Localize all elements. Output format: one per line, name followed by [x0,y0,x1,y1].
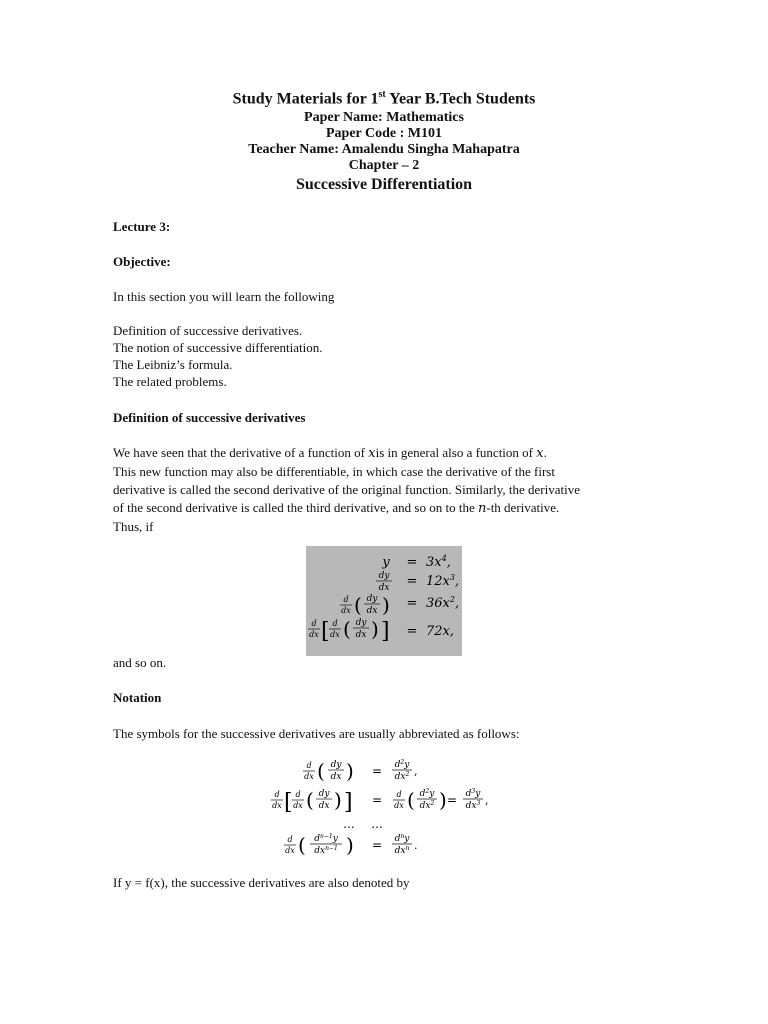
definition-heading: Definition of successive derivatives [113,410,306,425]
svg-text:(: ( [306,788,314,812]
svg-text:12x3,: $12x^3$, [426,573,460,589]
svg-text:.: . [414,839,418,852]
svg-text:dny: $d^ny$ [394,833,410,844]
svg-text:): ) [346,759,354,783]
svg-text:3x4,: $3x^4$, [426,554,451,570]
svg-text:dx: dx [394,801,404,810]
svg-text:dy: dy [378,571,390,581]
svg-text:dx: dx [341,606,351,615]
list-item: The Leibniz’s formula. [113,357,233,372]
chapter-label: Chapter – 2 [348,158,420,174]
svg-text:dy: dy [366,594,378,604]
svg-text:dxn−1: $dx^{n-1}$ [314,845,338,856]
paper-name: Paper Name: Mathematics [304,110,464,126]
svg-text:): ) [382,593,390,617]
notation-paragraph: The symbols for the successive derivatives are usually abbreviated as follows: [113,726,520,741]
svg-text:=: = [371,793,383,807]
svg-text:dx3: $dx^3$ [465,800,481,811]
svg-text:dx: dx [318,801,330,811]
svg-text:dx: dx [330,772,342,782]
chapter-subject: Successive Differentiation [295,176,473,194]
svg-text:=: = [406,624,418,639]
svg-text:dy: dy [355,618,367,628]
svg-text:d: d [287,835,293,844]
equation-box [306,546,462,656]
svg-text:[: [ [321,619,330,644]
svg-text:dxn: $dx^n$ [394,845,410,856]
svg-text:...: ... [371,817,383,831]
list-item: The notion of successive differentiation. [113,340,323,355]
svg-text:...: ... [343,817,355,831]
svg-text:dx: dx [309,630,319,639]
svg-text:d: d [274,790,280,799]
svg-text:72x,: 72x, [426,624,455,639]
svg-text:dn−1y: $d^{n-1}y$ [314,833,338,844]
svg-text:dy: dy [318,789,330,799]
teacher-name: Teacher Name: Amalendu Singha Mahapatra [248,142,520,158]
title-block [0,90,768,193]
notation-equations [260,756,510,866]
svg-text:): ) [439,788,447,812]
svg-text:dx: dx [304,772,314,781]
svg-text:d: d [311,619,317,628]
svg-text:d: d [396,790,402,799]
list-item: The related problems. [113,374,227,389]
definition-paragraph: We have seen that the derivative of a function of xis in general also a function of x. This new function may also be differentiable, in which case the derivative of the first derivative is called the second derivative of the original function. Similarly, the derivative of the second derivative is called the third derivative, and so on to the n-th derivative. Thus, if [113,445,581,534]
notation-heading: Notation [113,690,162,705]
paper-code: Paper Code : M101 [326,126,442,142]
objective-heading: Objective: [113,254,171,269]
svg-text:y: y [382,555,390,570]
svg-text:dx: dx [355,630,367,640]
svg-text:=: = [406,555,418,570]
svg-text:): ) [334,788,342,812]
svg-text:dx: dx [293,801,303,810]
svg-text:dx: dx [366,606,378,616]
svg-text:dx: dx [285,846,295,855]
svg-text:,: , [414,765,418,778]
svg-text:dx: dx [330,630,340,639]
svg-text:(: ( [298,833,306,857]
svg-text:d2y: $d^2y$ [419,788,435,799]
document-title: Study Materials for 1st Year B.Tech Students [232,89,536,108]
svg-text:d: d [306,761,312,770]
and-so-on-text: and so on. [113,655,167,670]
intro-text: In this section you will learn the following [113,289,335,304]
svg-text:,: , [485,794,489,807]
svg-text:dy: dy [330,760,342,770]
svg-text:d: d [332,619,338,628]
closing-text: If y = f(x), the successive derivatives are also denoted by [113,875,410,890]
svg-text:dx: dx [378,583,390,593]
svg-text:dx: dx [272,801,282,810]
svg-text:dx2: $dx^2$ [394,771,410,782]
svg-text:(: ( [343,617,351,641]
svg-text:d: d [295,790,301,799]
svg-text:(: ( [317,759,325,783]
svg-text:=: = [446,793,458,807]
svg-text:(: ( [354,593,362,617]
svg-text:dx2: $dx^2$ [419,800,435,811]
svg-text:(: ( [407,788,415,812]
svg-text:d3y: $d^3y$ [465,788,481,799]
svg-text:): ) [371,617,379,641]
svg-text:=: = [371,838,383,852]
equation-system [306,546,462,656]
svg-text:d2y: $d^2y$ [394,759,410,770]
list-item: Definition of successive derivatives. [113,323,303,338]
svg-text:=: = [406,596,418,611]
svg-text:d: d [343,595,349,604]
svg-text:]: ] [344,790,353,815]
svg-text:[: [ [284,790,293,815]
svg-text:=: = [406,574,418,589]
svg-text:): ) [346,833,354,857]
svg-text:36x2,: $36x^2$, [426,595,460,611]
objectives-list [113,322,323,390]
svg-text:]: ] [381,619,390,644]
svg-text:=: = [371,764,383,778]
lecture-label: Lecture 3: [113,219,171,234]
